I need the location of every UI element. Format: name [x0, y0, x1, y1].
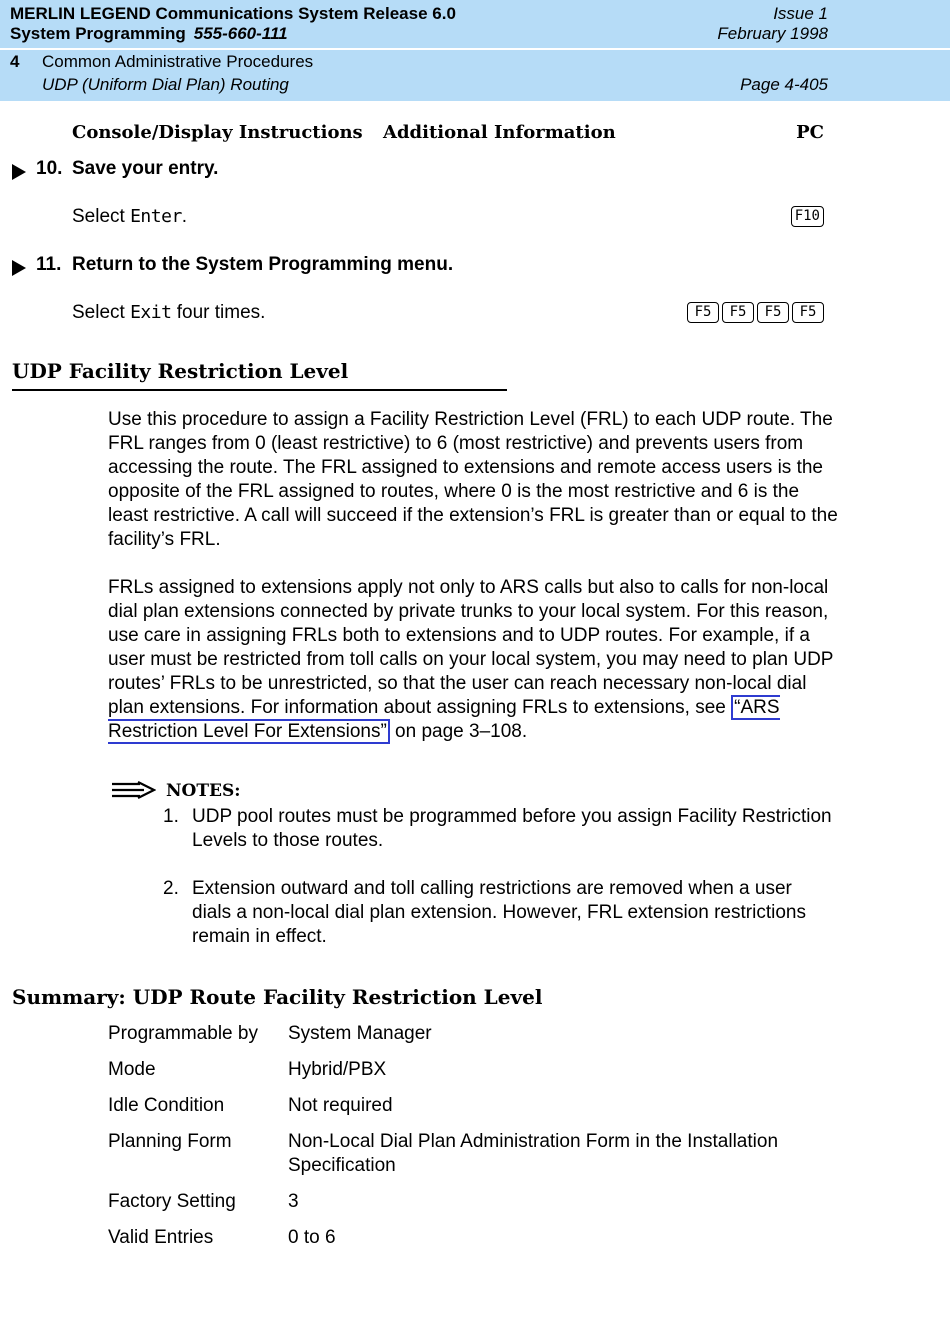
paragraph-text: Use this procedure to assign a Facility Restriction Level (FRL) to each UDP route. The FRL ranges from 0 (least restrictive) to 6 (most restrictive) and prevents users from accessing the route. The FRL assigned to extensions and remote access users is the opposite of the FRL assigned to routes, where 0 is the most restrictive and 6 is the least restrictive. A call will succeed if the extension’s FRL is greater than or equal to the facility’s FRL.: [108, 409, 838, 550]
summary-label: Programmable by: [108, 1023, 258, 1044]
note-text: Extension outward and toll calling restrictions are removed when a user dials a non-local dial plan extension. However, FRL extension restrictions remain in effect.: [192, 878, 806, 947]
menu-item-enter: Enter: [130, 206, 182, 227]
summary-value: Non-Local Dial Plan Administration Form in the Installation Specification: [288, 1131, 779, 1176]
subsection-name: UDP (Uniform Dial Plan) Routing: [42, 75, 289, 94]
column-heading-additional: Additional Information: [383, 122, 616, 143]
key-f5-icon: F5: [757, 302, 789, 323]
section-rule: [12, 389, 507, 391]
issue-label: Issue 1: [773, 4, 828, 23]
key-f5-icon: F5: [792, 302, 824, 323]
summary-value: System Manager: [288, 1023, 432, 1044]
step-number: 10.: [36, 158, 63, 179]
summary-value: Not required: [288, 1095, 393, 1116]
step-number: 11.: [36, 254, 62, 275]
instruction-prefix: Select: [72, 302, 131, 323]
section-name: Common Administrative Procedures: [42, 52, 314, 71]
book-title: [10, 24, 288, 44]
summary-value: 0 to 6: [288, 1227, 336, 1248]
pc-key-group: [687, 302, 824, 323]
step-arrow-icon: [12, 164, 26, 180]
note-number: 2.: [163, 878, 179, 899]
menu-item-exit: Exit: [130, 302, 172, 323]
page-number: Page 4-405: [740, 75, 828, 94]
frl-extensions-paragraph: [108, 576, 838, 744]
doc-number: 555-660-111: [193, 24, 288, 43]
page-header: [0, 0, 950, 101]
step-title: Return to the System Programming menu.: [72, 254, 454, 275]
summary-label: Mode: [108, 1059, 156, 1080]
step-title: Save your entry.: [72, 158, 219, 179]
summary-value: Hybrid/PBX: [288, 1059, 387, 1080]
header-divider: [0, 48, 950, 50]
instruction-prefix: Select: [72, 206, 131, 227]
section-title: UDP Facility Restriction Level: [12, 359, 349, 383]
step-instruction: [72, 301, 265, 325]
key-f5-icon: F5: [687, 302, 719, 323]
step-instruction: [72, 205, 187, 229]
pc-key-group: [791, 206, 824, 227]
summary-value: 3: [288, 1191, 299, 1212]
procedure-intro-paragraph: [108, 408, 838, 552]
summary-label: Valid Entries: [108, 1227, 214, 1248]
key-f10-icon: F10: [791, 206, 824, 227]
product-title: MERLIN LEGEND Communications System Release 6.0: [10, 4, 456, 23]
note-number: 1.: [163, 806, 179, 827]
paragraph-text-start: FRLs assigned to extensions apply not only to ARS calls but also to calls for non-local dial plan extensions connected by private trunks to your local system. For this reason, use care in assigning FRLs both to extensions and to UDP routes. For example, if a user must be restricted from toll calls on your local system, you may need to plan UDP routes’ FRLs to be unrestricted, so that the user can reach necessary non-local dial plan extensions. For information about assigning FRLs to extensions, see: [108, 577, 834, 718]
column-heading-pc: PC: [796, 122, 824, 143]
notes-label: NOTES:: [166, 781, 241, 801]
notes-pointer-icon: [110, 780, 156, 805]
note-text: UDP pool routes must be programmed before you assign Facility Restriction Levels to those routes.: [192, 806, 832, 851]
book-name: System Programming: [10, 24, 186, 43]
column-heading-console: Console/Display Instructions: [72, 122, 363, 143]
instruction-suffix: .: [181, 206, 188, 227]
summary-label: Idle Condition: [108, 1095, 225, 1116]
issue-date: February 1998: [717, 24, 828, 43]
paragraph-text-end: on page 3–108.: [389, 721, 528, 742]
ars-restriction-level-link[interactable]: “ARS Restriction Level For Extensions”: [108, 697, 780, 742]
chapter-number: 4: [10, 52, 20, 71]
summary-label: Planning Form: [108, 1131, 232, 1152]
step-arrow-icon: [12, 260, 26, 276]
summary-label: Factory Setting: [108, 1191, 236, 1212]
instruction-suffix: four times.: [171, 302, 266, 323]
key-f5-icon: F5: [722, 302, 754, 323]
paragraph-text: [108, 576, 838, 744]
summary-title: Summary: UDP Route Facility Restriction Level: [12, 985, 543, 1009]
